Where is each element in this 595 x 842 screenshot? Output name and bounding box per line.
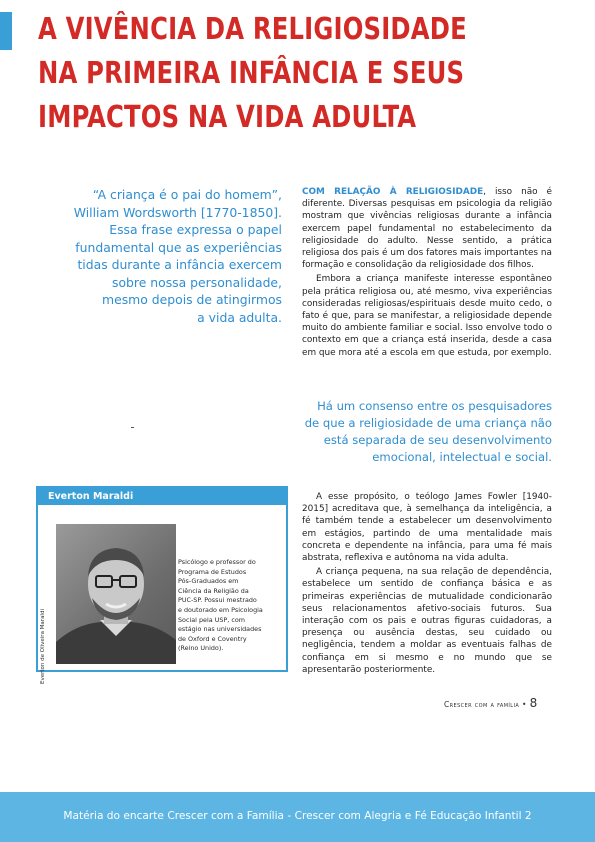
- footer-section: Crescer com a família: [444, 700, 520, 709]
- bio-line: Pós-Graduados em: [178, 577, 239, 586]
- body-column-bottom: [302, 491, 552, 676]
- pull-quote-line: está separada de seu desenvolvimento: [323, 433, 552, 447]
- bio-line: Ciência da Religião da: [178, 586, 249, 595]
- quote-line: William Wordsworth [1770-1850].: [73, 204, 282, 220]
- quote-line: mesmo depois de atingirmos: [102, 292, 282, 307]
- quote-line: a vida adulta.: [197, 309, 282, 325]
- author-box: [36, 486, 288, 684]
- pull-quote: [302, 398, 552, 466]
- bio-line: Psicólogo e professor do: [178, 558, 256, 566]
- print-speck: [131, 427, 134, 428]
- title-line-3: IMPACTOS NA VIDA ADULTA: [38, 100, 417, 135]
- quote-line: tidas durante a infância exercem: [77, 257, 282, 272]
- bottom-band: [0, 792, 595, 842]
- footer-separator: •: [522, 700, 527, 709]
- body-paragraph-3: A esse propósito, o teólogo James Fowler [1940-2015] acreditava que, à semelhança da inteligência, a fé também tende a estabelecer um desenvolvimento em estágios, partindo de uma mentalidade mais concreta e dependente na infância, para uma fé mais abstrata, reflexiva e autônoma na vida adulta.: [302, 492, 552, 564]
- lead-in: COM RELAÇÃO À RELIGIOSIDADE: [302, 187, 484, 197]
- bio-line: de Oxford e Coventry: [178, 634, 247, 643]
- page-footer: [444, 696, 538, 710]
- title-line-2: NA PRIMEIRA INFÂNCIA E SEUS: [38, 56, 465, 91]
- title-accent-bar: [0, 12, 12, 50]
- bio-line: e doutorado em Psicologia: [178, 605, 263, 614]
- author-name: Everton Maraldi: [38, 488, 286, 505]
- bio-line: (Reino Unido).: [178, 644, 224, 653]
- body-paragraph-4: A criança pequena, na sua relação de dependência, estabelece um sentido de confiança básica e as primeiras experiências de mutualidade condicionarão seus relacionamentos afetivo-sociais futuros. Sua interação com os pais e outras figuras cuidadoras, a presença ou ausência destas, seu cuidado ou negligência, tendem a moldar as eventuais falhas de confiança em si mesmo e no mundo que se apresentarão posteriormente.: [302, 567, 552, 675]
- bio-line: estágio nas universidades: [178, 625, 262, 634]
- opening-quote: [70, 186, 282, 326]
- photo-credit: Everton de Oliveira Maraldi: [40, 609, 46, 684]
- body-column-top: [302, 186, 552, 359]
- quote-line: fundamental que as experiências: [75, 239, 282, 255]
- title-line-1: A VIVÊNCIA DA RELIGIOSIDADE: [38, 12, 467, 47]
- article-title: [38, 8, 506, 140]
- quote-line: Essa frase expressa o papel: [109, 222, 282, 237]
- body-paragraph-1: [302, 186, 552, 271]
- author-photo: [56, 524, 176, 664]
- bio-line: PUC-SP. Possui mestrado: [178, 596, 257, 605]
- bio-line: Social pela USP, com: [178, 615, 245, 624]
- body-paragraph-2: Embora a criança manifeste interesse espontâneo pela prática religiosa ou, até mesmo, viva experiências consideradas religiosas/espirituais desde muito cedo, o fato é que, para se manifestar, a religiosidade depende muito do ambiente familiar e social. Isso envolve todo o contexto em que a criança está inserida, desde a casa em que mora até a escola em que estuda, por exemplo.: [302, 274, 552, 358]
- quote-line: sobre nossa personalidade,: [112, 274, 282, 290]
- author-bio: [178, 558, 282, 654]
- pull-quote-line: Há um consenso entre os pesquisadores: [317, 399, 552, 413]
- bio-line: Programa de Estudos: [178, 567, 247, 576]
- pull-quote-line: emocional, intelectual e social.: [372, 450, 552, 464]
- page-number: 8: [529, 696, 538, 710]
- body-paragraph-1-text: , isso não é diferente. Diversas pesquisas em psicologia da religião mostram que vivências religiosas durante a infância exercem papel fundamental no estabelecimento da religiosidade do adulto. Nesse sentido, a prática religiosa dos pais é um dos fatores mais importantes na formação e consolidação da religiosidade dos filhos.: [302, 187, 552, 271]
- pull-quote-line: de que a religiosidade de uma criança não: [304, 416, 552, 430]
- band-text: Matéria do encarte Crescer com a Família - Crescer com Alegria e Fé Educação Infantil 2: [63, 810, 532, 822]
- quote-line: “A criança é o pai do homem”,: [92, 187, 282, 202]
